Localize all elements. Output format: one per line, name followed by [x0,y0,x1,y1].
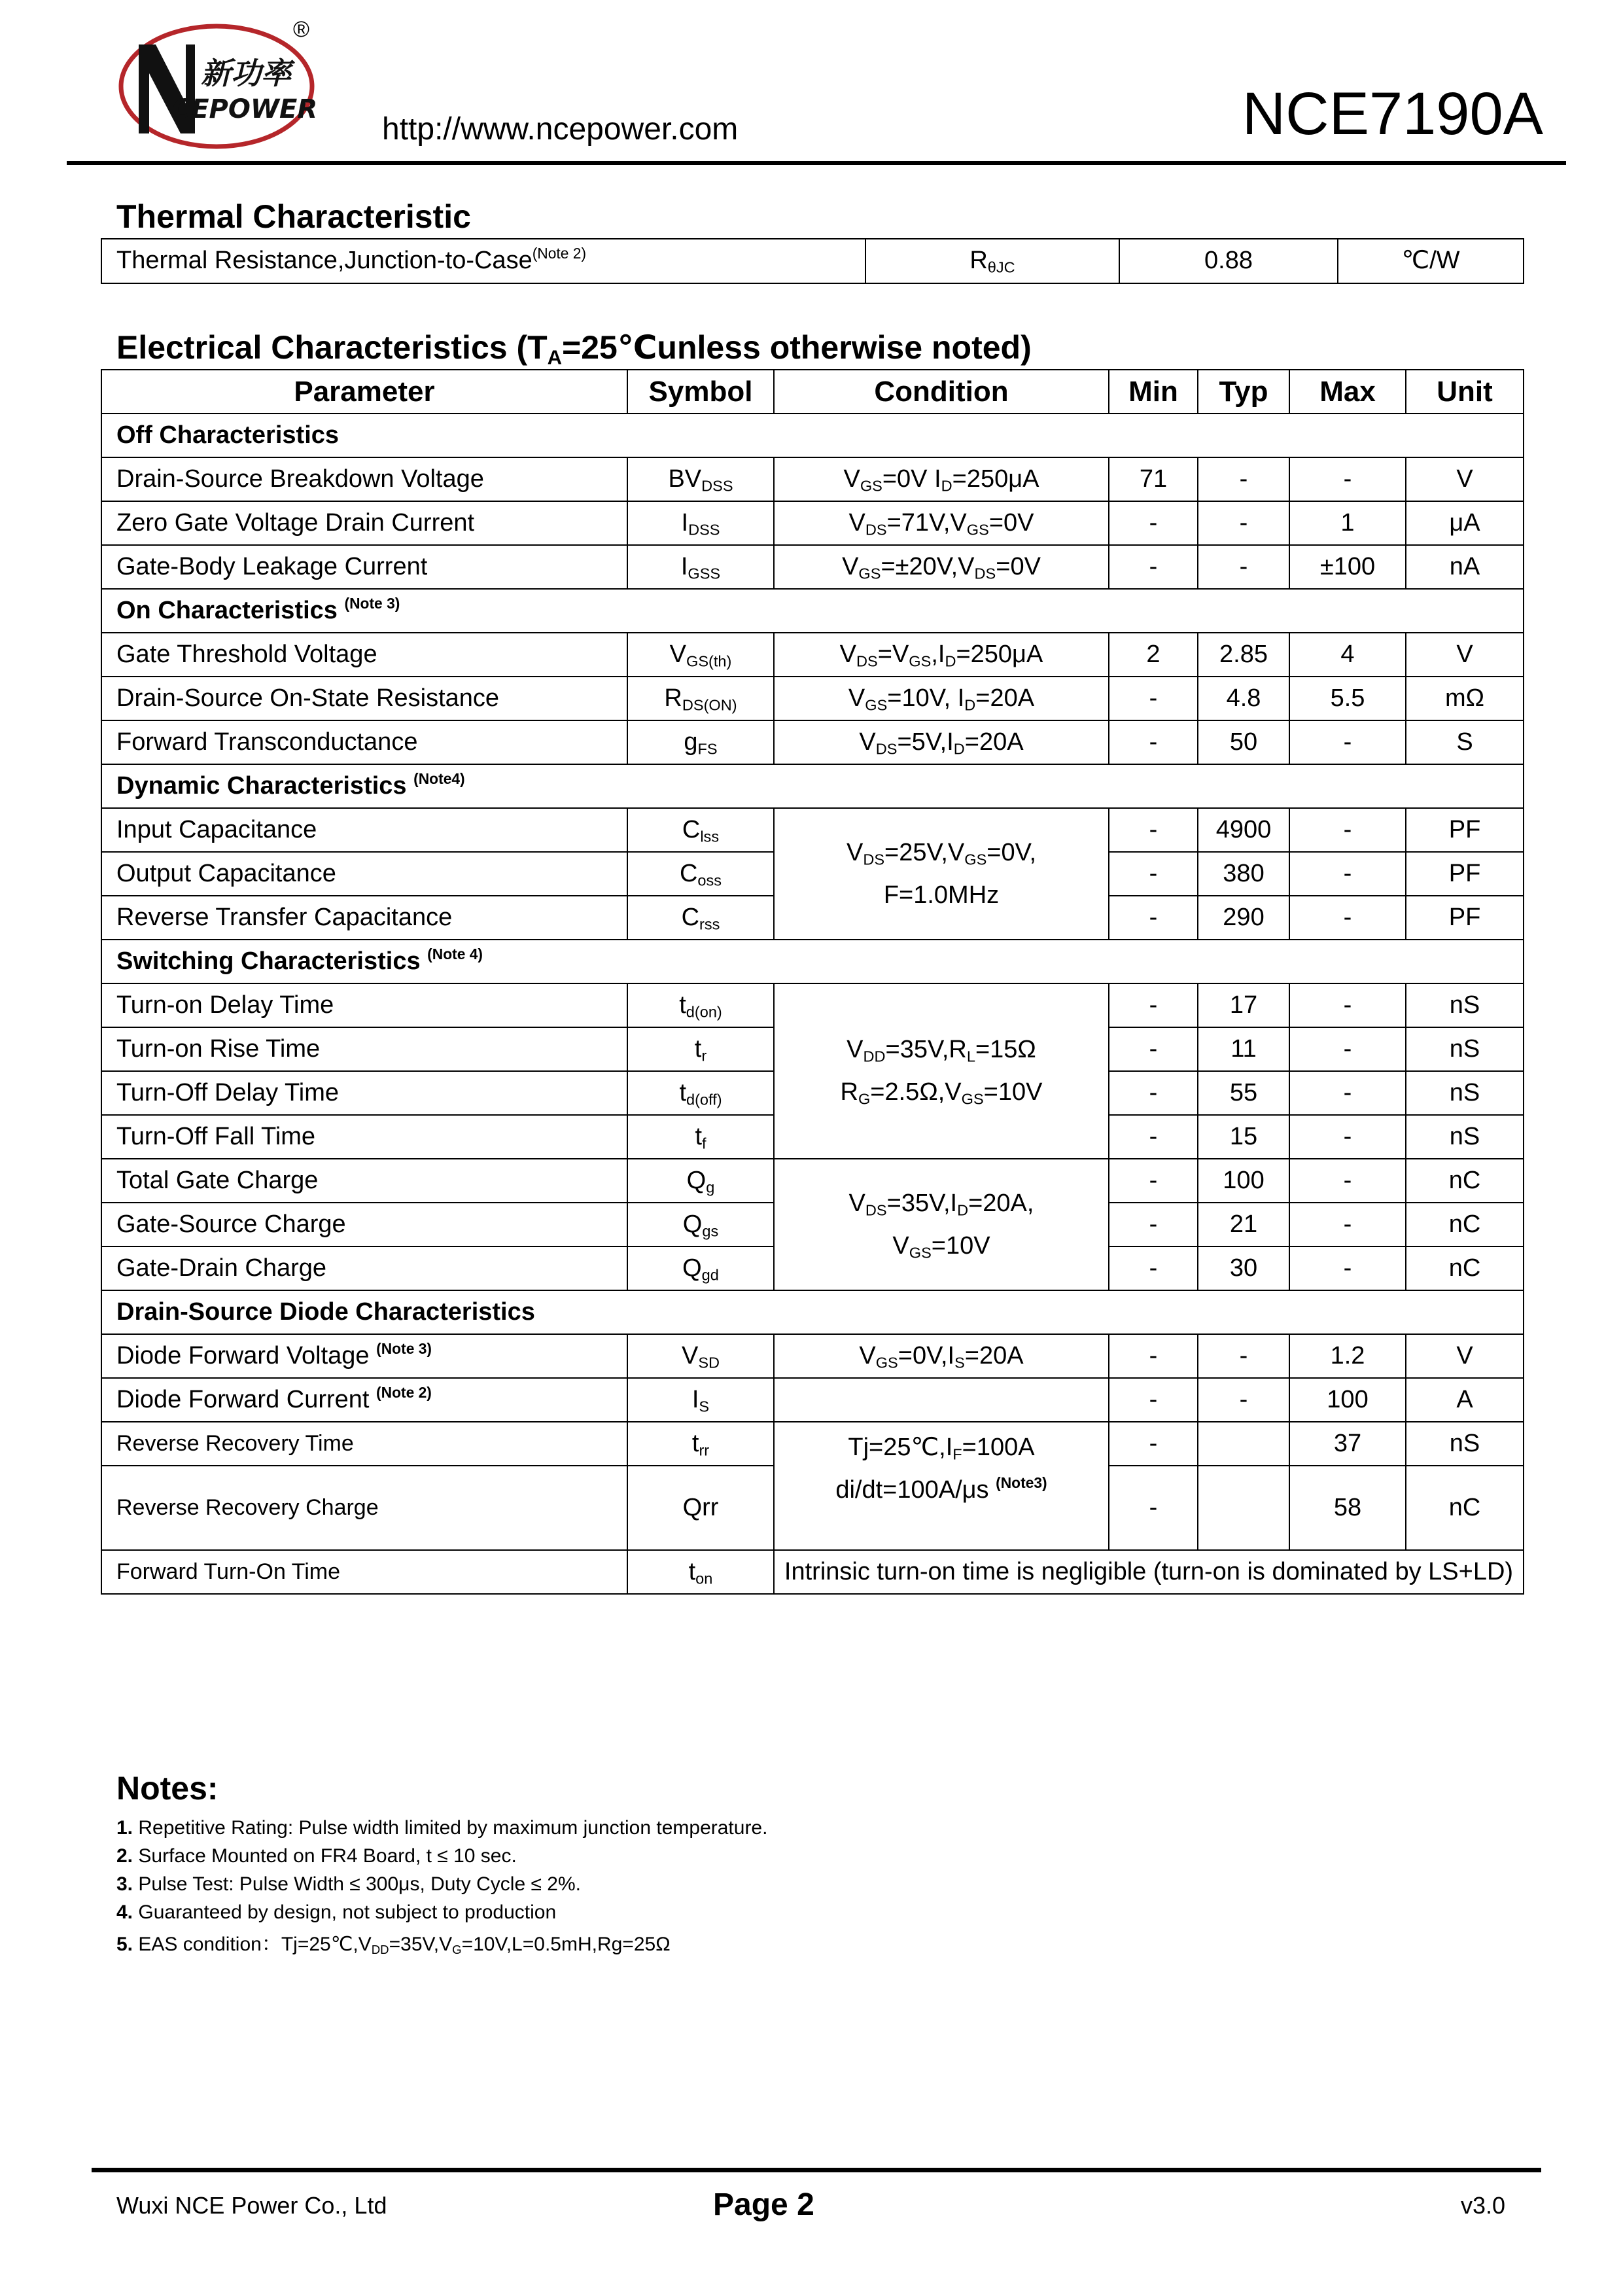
table-row: Zero Gate Voltage Drain Current $I_{DSS}$ $V_{DS}=71V,V_{GS}=0V$ - - 1 μA [101,501,1524,545]
col-unit: Unit [1406,370,1524,414]
table-row: Drain-Source Breakdown Voltage $BV_{DSS}$ $V_{GS}=0V$ $I_D=250\mu A$ 71 - - V [101,457,1524,501]
note-3: 3. Pulse Test: Pulse Width ≤ 300μs, Duty Cycle ≤ 2%. [116,1873,581,1895]
table-row [101,239,1524,283]
notes-title: Notes: [116,1770,218,1807]
table-row: Drain-Source On-State Resistance $R_{DS(ON)}$ $V_{GS}=10V$, $I_D=20A$ - 4.8 5.5 mΩ [101,677,1524,720]
part-number: NCE7190A [1242,80,1543,147]
electrical-title: Electrical Characteristics ($T_A=25℃unless$ otherwise noted) [116,329,1032,369]
col-max: Max [1289,370,1406,414]
col-condition: Condition [774,370,1109,414]
group-row: On Characteristics $^{(Note 3)}$ [101,589,1524,633]
website-link[interactable]: http://www.ncepower.com [382,112,739,147]
table-row: Turn-Off Delay Time $t_{d(off)}$ - 55 - nS [101,1071,1524,1115]
registered-icon: ® [293,17,310,42]
note-2: 2. Surface Mounted on FR4 Board, t ≤ 10 sec. [116,1845,517,1867]
group-row: Drain-Source Diode Characteristics [101,1290,1524,1334]
table-row: Reverse Recovery Time $t_{rr}$ $Tj=25℃,I_F=100A$ di/dt=100A/μs $^{(Note3)}$ - 37 nS [101,1422,1524,1466]
table-row: Gate Threshold Voltage $V_{GS(th)}$ $V_{DS}=V_{GS},I_D=250\mu A$ 2 2.85 4 V [101,633,1524,677]
logo-chinese: 新功率 [201,56,291,91]
electrical-table [101,369,1524,1595]
page-number: Page 2 [713,2187,814,2222]
thermal-value: 0.88 [1119,239,1338,283]
col-symbol: Symbol [627,370,774,414]
table-header [101,370,1524,414]
table-row: Reverse Transfer Capacitance $C_{rss}$ - 290 - PF [101,896,1524,940]
logo-wordmark: CEPOWER [171,94,318,124]
table-row: Forward Transconductance $g_{FS}$ $V_{DS}=5V,I_D=20A$ - 50 - S [101,720,1524,764]
table-row: Reverse Recovery Charge Qrr - 58 nC [101,1466,1524,1550]
header-divider [67,161,1566,165]
table-row: Turn-on Rise Time $t_r$ - 11 - nS [101,1027,1524,1071]
footer-company: Wuxi NCE Power Co., Ltd [116,2192,387,2219]
group-row: Switching Characteristics $^{(Note 4)}$ [101,940,1524,983]
table-row: Output Capacitance $C_{oss}$ - 380 - PF [101,852,1524,896]
col-min: Min [1109,370,1198,414]
table-row: Input Capacitance $C_{lss}$ $V_{DS}=25V,V_{GS}=0V$, F=1.0MHz - 4900 - PF [101,808,1524,852]
col-typ: Typ [1198,370,1289,414]
table-row: Gate-Drain Charge $Q_{gd}$ - 30 - nC [101,1246,1524,1290]
table-row: Forward Turn-On Time $t_{on}$ Intrinsic turn-on time is negligible (turn-on is dominated by LS+LD) [101,1550,1524,1594]
table-row: Diode Forward Voltage $^{(Note 3)}$ $V_{SD}$ $V_{GS}=0V,I_S=20A$ - - 1.2 V [101,1334,1524,1378]
thermal-unit: ℃/W [1338,239,1524,283]
note-5: 5. EAS condition：$Tj=25℃,V_{DD}=35V,V_G=10V,L=0.5mH,Rg=25\Omega$ [116,1934,671,1957]
col-parameter: Parameter [101,370,627,414]
thermal-table [101,238,1524,284]
company-logo [115,18,318,152]
notes-list [116,1814,767,1958]
thermal-title: Thermal Characteristic [116,198,471,235]
note-4: 4. Guaranteed by design, not subject to production [116,1901,557,1923]
doc-version: v3.0 [1460,2192,1505,2219]
table-row: Diode Forward Current $^{(Note 2)}$ $I_S$ - - 100 A [101,1378,1524,1422]
table-row: Gate-Source Charge $Q_{gs}$ - 21 - nC [101,1203,1524,1246]
table-row: Turn-Off Fall Time $t_f$ - 15 - nS [101,1115,1524,1159]
note-1: 1. Repetitive Rating: Pulse width limited by maximum junction temperature. [116,1817,768,1839]
table-row: Turn-on Delay Time $t_{d(on)}$ $V_{DD}=35V,R_L=15\Omega$ $R_G=2.5\Omega,V_{GS}=10V$ - 17 - nS [101,983,1524,1027]
thermal-param: Thermal Resistance,Junction-to-Case$^{(Note 2)}$ [101,239,865,283]
group-row: Off Characteristics [101,414,1524,457]
thermal-symbol: $R_{\theta JC}$ [865,239,1119,283]
table-row: Gate-Body Leakage Current $I_{GSS}$ $V_{GS}=\pm 20V,V_{DS}=0V$ - - ±100 nA [101,545,1524,589]
footer-divider [92,2168,1541,2172]
group-row: Dynamic Characteristics $^{(Note4)}$ [101,764,1524,808]
table-row: Total Gate Charge $Q_g$ $V_{DS}=35V,I_D=20A$, $V_{GS}=10V$ - 100 - nC [101,1159,1524,1203]
